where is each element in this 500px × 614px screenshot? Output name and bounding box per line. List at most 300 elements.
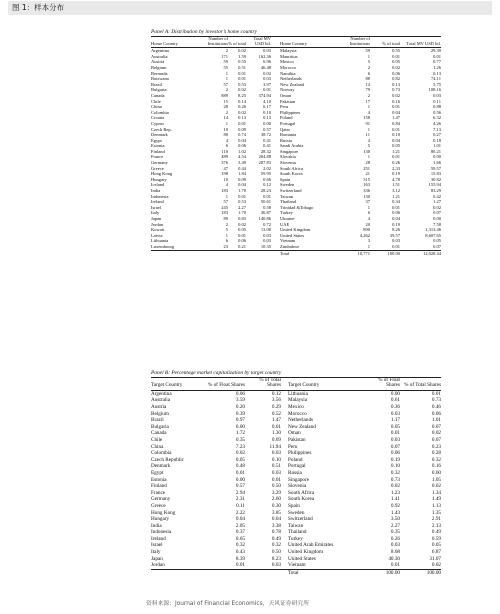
country-cell: Colombia [151, 109, 169, 115]
table-row [151, 556, 441, 563]
country-cell: Slovenia [288, 483, 307, 490]
country-cell: Argentina [151, 390, 172, 397]
float-shares-cell: 0.32 [235, 542, 245, 549]
mv-cell: 0.05 [433, 238, 441, 244]
total-row [151, 569, 441, 576]
country-cell: Turkey [280, 210, 293, 216]
country-cell: Hong Kong [151, 509, 176, 516]
float-shares-cell: 2.94 [235, 489, 245, 496]
float-shares-cell: 0.04 [235, 516, 245, 523]
country-cell: Oman [288, 430, 301, 437]
total-shares-cell: 0.30 [271, 502, 281, 509]
institutions-cell: 2 [367, 92, 370, 98]
country-cell: Mexico [280, 59, 294, 65]
mv-cell: 4.10 [263, 98, 271, 104]
pct-cell: 0.26 [392, 160, 400, 166]
source-note: 资料来源：Journal of Financial Economics，天风证券研究所 [146, 601, 309, 607]
pct-cell: 0.01 [392, 243, 400, 249]
pct-cell: 0.01 [238, 232, 246, 238]
pct-cell: 0.01 [392, 53, 400, 59]
country-cell: Egypt [151, 469, 164, 476]
country-cell: Japan [151, 555, 163, 562]
total-shares-cell: 1.34 [431, 489, 441, 496]
table-row [151, 390, 441, 397]
pct-cell: 1.21 [392, 148, 400, 154]
institutions-cell: 130 [363, 148, 370, 154]
mv-cell: 30.82 [430, 176, 441, 182]
mv-cell: 29.39 [430, 48, 441, 54]
country-cell: Russia [280, 137, 293, 143]
institutions-cell: 28 [223, 104, 228, 110]
institutions-cell: 57 [223, 81, 228, 87]
country-cell: Qatar [280, 126, 290, 132]
institutions-cell: 4 [367, 137, 370, 143]
total-shares-cell: 2.60 [271, 496, 281, 503]
total-shares-cell: 0.32 [271, 542, 281, 549]
total-shares-cell: 1.01 [431, 417, 441, 424]
country-cell: United Kingdom [288, 549, 324, 556]
institutions-cell: 28 [365, 160, 370, 166]
float-shares-cell: 0.03 [390, 436, 400, 443]
pct-cell: 1.70 [238, 210, 246, 216]
country-cell: Bermuda [151, 70, 168, 76]
table-row [151, 562, 441, 569]
country-cell: Estonia [151, 476, 167, 483]
country-cell: UAE [280, 221, 290, 227]
pct-cell: 0.83 [238, 216, 246, 221]
pct-cell: 0.84 [392, 120, 400, 126]
country-cell: Mauritius [280, 53, 298, 59]
col-target-country-right: Target Country [288, 378, 364, 390]
total-shares-cell: 0.32 [431, 456, 441, 463]
float-shares-cell: 0.37 [235, 529, 245, 536]
pct-cell: 0.01 [392, 126, 400, 132]
country-cell: Portugal [280, 120, 296, 126]
pct-cell: 1.21 [392, 193, 400, 199]
country-cell: Thailand [280, 199, 296, 205]
float-shares-cell: 1.23 [390, 489, 400, 496]
country-cell: Greece [151, 165, 164, 171]
country-cell: Morocco [280, 64, 297, 70]
country-cell: Lithuania [288, 390, 308, 397]
institutions-cell: 17 [365, 98, 370, 104]
pct-cell: 0.06 [392, 210, 400, 216]
country-cell: Zimbabwe [280, 243, 300, 249]
country-cell: Denmark [151, 463, 171, 470]
table-row [151, 510, 441, 517]
institutions-cell: 1 [367, 53, 370, 59]
pct-cell: 0.13 [238, 115, 246, 121]
total-shares-cell: 0.51 [271, 463, 281, 470]
mv-cell: 6.17 [263, 104, 271, 110]
institutions-cell: 37 [365, 199, 370, 205]
institutions-cell: 15 [223, 98, 228, 104]
float-shares-cell: 0.02 [390, 483, 400, 490]
country-cell: United Kingdom [280, 227, 311, 233]
country-cell: United States [280, 232, 305, 238]
float-shares-cell: 0.43 [235, 549, 245, 556]
pct-cell: 0.82 [392, 76, 400, 82]
mv-cell: 207.83 [258, 160, 271, 166]
pct-cell: 0.51 [238, 64, 246, 70]
total-shares-cell: 6.87 [431, 549, 441, 556]
country-cell: Chile [151, 436, 163, 443]
float-shares-cell: 0.03 [390, 410, 400, 417]
country-cell: Vietnam [288, 562, 306, 569]
figure-title: 图 1：样本分布 [12, 3, 65, 12]
float-shares-cell: 0.92 [390, 502, 400, 509]
total-shares-cell: 11.94 [269, 443, 281, 450]
institutions-cell: 11 [365, 132, 370, 138]
country-cell: Indonesia [151, 529, 172, 536]
total-shares-cell: 0.46 [431, 404, 441, 410]
country-cell: Australia [151, 397, 171, 404]
float-shares-cell: 0.01 [390, 562, 400, 569]
float-shares-cell: 0.06 [235, 390, 245, 397]
institutions-cell: 171 [221, 53, 228, 59]
country-cell: France [151, 154, 164, 160]
institutions-cell: 376 [221, 160, 228, 166]
panel-a-title: Panel A: Distribution by investor’s home country [151, 29, 441, 37]
country-cell: Namibia [280, 70, 296, 76]
country-cell: South Africa [288, 489, 315, 496]
institutions-cell: 4,262 [359, 232, 370, 238]
pct-cell: 0.19 [392, 171, 400, 177]
pct-cell: 0.06 [238, 143, 246, 149]
total-shares-cell: 0.07 [431, 436, 441, 443]
mv-cell: 140.86 [258, 216, 271, 221]
float-shares-cell: 8.68 [390, 549, 400, 556]
mv-cell: 0.03 [433, 92, 441, 98]
institutions-cell: 59 [223, 59, 228, 65]
country-cell: Australia [151, 53, 168, 59]
institutions-cell: 158 [363, 115, 370, 121]
mv-cell: 10.35 [260, 243, 271, 249]
table-row [151, 457, 441, 464]
total-shares-cell: 1.13 [431, 502, 441, 509]
pct-cell: 8.25 [238, 92, 246, 98]
country-cell: Belgium [151, 410, 169, 417]
pct-cell: 0.13 [392, 81, 400, 87]
country-cell: Hungary [151, 176, 167, 182]
col-pct-total-shares-right: % of Total Shares [400, 378, 441, 390]
col-pct-float: % of Float Shares [205, 378, 245, 390]
total-shares-cell: 1.47 [271, 417, 281, 424]
institutions-cell: 110 [221, 148, 228, 154]
panel-b [151, 370, 441, 576]
institutions-cell: 6 [367, 210, 370, 216]
country-cell: Thailand [288, 529, 307, 536]
total-shares-cell: 0.23 [431, 443, 441, 450]
total-shares-cell: 0.29 [271, 404, 281, 410]
table-row [151, 477, 441, 484]
mv-cell: 0.03 [263, 238, 271, 244]
mv-cell: 3.97 [263, 81, 271, 87]
float-shares-cell: 7.23 [235, 443, 245, 450]
country-cell: Argentina [151, 48, 169, 54]
total-shares-cell: 0.10 [271, 456, 281, 463]
pct-cell: 0.16 [392, 98, 400, 104]
institutions-cell: 91 [365, 120, 370, 126]
country-cell: Lithuania [151, 238, 169, 244]
mv-cell: 36.87 [260, 210, 271, 216]
country-cell: China [151, 443, 164, 450]
pct-cell: 0.01 [238, 76, 246, 82]
institutions-cell: 89 [223, 216, 228, 221]
col-pct-total-shares: % of Total Shares [245, 378, 281, 390]
country-cell: Slovenia [280, 160, 296, 166]
country-cell: Pakistan [280, 98, 296, 104]
country-cell: Poland [280, 115, 293, 121]
country-cell: United Arab Emirates [288, 542, 334, 549]
mv-cell: 0.10 [263, 109, 271, 115]
mv-cell: 0.03 [263, 48, 271, 54]
pct-cell: 0.02 [238, 48, 246, 54]
institutions-cell: 14 [365, 81, 370, 87]
country-cell: China [151, 104, 162, 110]
total-shares-cell: 0.50 [271, 549, 281, 556]
pct-cell: 0.09 [238, 176, 246, 182]
float-shares-cell: 0.06 [390, 450, 400, 457]
country-cell: South Korea [280, 171, 303, 177]
pct-cell: 100.00 [370, 250, 400, 256]
pct-cell: 2.27 [238, 204, 246, 210]
institutions-cell: 88 [365, 76, 370, 82]
country-cell: Trinidad &Tobago [280, 204, 314, 210]
table-row [151, 397, 441, 404]
institutions-cell: 4 [367, 216, 370, 221]
float-shares-cell: 0.48 [235, 463, 245, 470]
total-row [151, 250, 441, 256]
table-row [151, 503, 441, 510]
institutions-cell: 1 [225, 193, 228, 199]
pct-cell: 0.09 [238, 126, 246, 132]
pct-cell: 3.12 [392, 188, 400, 194]
country-cell: Brazil [151, 417, 164, 424]
mv-cell: 162.36 [258, 53, 271, 59]
total-shares-cell: 0.69 [271, 436, 281, 443]
country-cell: Poland [288, 456, 303, 463]
country-cell: Indonesia [151, 193, 169, 199]
float-shares-cell: 0.36 [390, 404, 400, 410]
country-cell: Peru [280, 104, 289, 110]
pct-cell: 8.26 [392, 227, 400, 233]
pct-cell: 0.01 [238, 120, 246, 126]
institutions-cell: 1 [367, 126, 370, 132]
mv-cell: 0.58 [263, 204, 271, 210]
mv-cell: 59.95 [260, 171, 271, 177]
institutions-cell: 2 [225, 87, 228, 93]
mv-cell: 1.66 [433, 160, 441, 166]
mv-cell: 38.72 [260, 132, 271, 138]
pct-cell: 1.84 [238, 171, 246, 177]
float-shares-cell: 0.57 [235, 483, 245, 490]
col-pct-total-right: % of total [370, 37, 400, 48]
institutions-cell: 1 [367, 154, 370, 160]
table-row [151, 490, 441, 497]
country-cell: France [151, 489, 166, 496]
float-shares-cell: 1.17 [390, 417, 400, 424]
country-cell: Taiwan [288, 522, 304, 529]
table-row [151, 417, 441, 424]
institutions-cell: 10 [223, 176, 228, 182]
pct-cell: 0.03 [392, 238, 400, 244]
total-shares-cell: 0.59 [431, 535, 441, 542]
mv-cell: 0.56 [433, 109, 441, 115]
mv-cell: 6.96 [263, 59, 271, 65]
total-shares-cell: 0.03 [271, 450, 281, 457]
mv-cell: 1.27 [433, 199, 441, 205]
total-shares-cell: 0.06 [431, 410, 441, 417]
total-shares-cell: 0.04 [271, 516, 281, 523]
country-cell: India [151, 188, 161, 194]
pct-cell: 0.05 [392, 143, 400, 149]
country-cell: Philippines [288, 450, 312, 457]
institutions-cell: 4 [225, 182, 228, 188]
country-cell: Sweden [288, 509, 305, 516]
table-row [151, 411, 441, 418]
pct-cell: 0.01 [392, 104, 400, 110]
total-shares-cell: 1.30 [271, 430, 281, 437]
pct-cell: 0.04 [238, 137, 246, 143]
pct-cell: 1.59 [238, 53, 246, 59]
country-cell: Austria [151, 59, 165, 65]
pct-cell: 0.34 [392, 199, 400, 205]
pct-cell: 1.02 [238, 148, 246, 154]
institutions-cell: 183 [221, 188, 228, 194]
country-cell: Finland [151, 148, 165, 154]
pct-cell: 0.01 [238, 193, 246, 199]
pct-cell: 0.06 [238, 238, 246, 244]
mv-cell: 80.21 [430, 148, 441, 154]
institutions-cell: 14 [223, 115, 228, 121]
table-row [151, 424, 441, 431]
table-row [151, 523, 441, 530]
country-cell: Peru [288, 443, 298, 450]
institutions-cell: 515 [363, 176, 370, 182]
col-pct-total: % of total [228, 37, 246, 48]
float-shares-cell: 1.43 [390, 509, 400, 516]
country-cell: Jordan [151, 562, 165, 569]
country-cell: Spain [288, 502, 300, 509]
mv-cell: 83.29 [430, 188, 441, 194]
country-cell: Israel [151, 542, 163, 549]
mv-cell: 0.13 [263, 115, 271, 121]
country-cell: Romania [280, 132, 297, 138]
mv-cell: 74.11 [431, 76, 441, 82]
mv-cell: 0.00 [263, 120, 271, 126]
pct-cell: 0.05 [392, 59, 400, 65]
pct-cell: 4.78 [392, 176, 400, 182]
col-number-institutions-right: Number of Institutions [336, 37, 370, 48]
mv-cell: 1,313.46 [425, 227, 441, 233]
institutions-cell: 6 [367, 70, 370, 76]
col-total-mv-right: Total MV USD bil. [400, 37, 441, 48]
country-cell: Israel [151, 204, 161, 210]
country-cell: Canada [151, 430, 167, 437]
table-row [151, 549, 441, 556]
total-shares-cell: 0.02 [431, 483, 441, 490]
float-shares-cell: 0.01 [235, 562, 245, 569]
pct-cell: 0.53 [238, 199, 246, 205]
country-cell: Canada [151, 92, 165, 98]
total-shares-cell: 0.03 [271, 469, 281, 476]
country-cell: Estonia [151, 143, 165, 149]
mv-cell: 0.66 [263, 176, 271, 182]
institutions-cell: 1 [367, 104, 370, 110]
country-cell: Croatia [151, 115, 165, 121]
table-row [151, 470, 441, 477]
pct-cell: 0.01 [392, 154, 400, 160]
float-shares-cell: 0.03 [390, 542, 400, 549]
pct-cell: 1.51 [392, 182, 400, 188]
table-row [151, 516, 441, 523]
panel-a-table [151, 37, 441, 256]
pct-cell: 3.49 [238, 160, 246, 166]
country-cell: Ireland [151, 199, 164, 205]
float-shares-cell: 0.19 [390, 456, 400, 463]
mv-cell: 0.07 [433, 243, 441, 249]
country-cell: Austria [151, 404, 167, 410]
total-shares-cell: 0.01 [271, 423, 281, 430]
country-cell: United States [288, 555, 316, 562]
pct-cell: 0.02 [238, 109, 246, 115]
total-shares-cell: 100.00 [400, 569, 441, 576]
total-shares-cell: 2.13 [431, 522, 441, 529]
mv-cell: 28.23 [260, 188, 271, 194]
pct-cell: 0.21 [238, 243, 246, 249]
country-cell: Singapore [288, 476, 310, 483]
mv-cell: 0.57 [263, 126, 271, 132]
total-shares-cell: 0.05 [431, 542, 441, 549]
institutions-cell: 5 [367, 59, 370, 65]
pct-cell: 0.19 [392, 221, 400, 227]
country-cell: Oman [280, 92, 291, 98]
total-shares-cell: 0.60 [431, 469, 441, 476]
institutions-cell: 198 [221, 171, 228, 177]
country-cell: Belgium [151, 64, 167, 70]
float-shares-cell: 0.20 [235, 404, 245, 410]
pct-cell: 4.54 [238, 154, 246, 160]
col-home-country: Home Country [151, 37, 201, 48]
institutions-cell: 2 [225, 221, 228, 227]
panel-b-title: Panel B: Percentage market capitalization by target country [151, 370, 441, 378]
mv-cell: 0.02 [433, 204, 441, 210]
country-cell: Switzerland [288, 516, 313, 523]
float-shares-cell: 1.41 [390, 496, 400, 503]
table-row [151, 483, 441, 490]
pct-cell: 0.44 [238, 165, 246, 171]
country-cell: Italy [151, 549, 161, 556]
institutions-cell: 80 [223, 132, 228, 138]
total-label: Total [280, 250, 336, 256]
float-shares-cell: 2.05 [235, 522, 245, 529]
country-cell: Mexico [288, 404, 304, 410]
pct-cell: 0.10 [392, 132, 400, 138]
mv-cell: 46.48 [260, 64, 271, 70]
total-shares-cell: 3.38 [271, 522, 281, 529]
country-cell: Russia [288, 469, 302, 476]
float-shares-cell: 8.39 [235, 555, 245, 562]
institutions-cell: 59 [365, 48, 370, 54]
country-cell: Bulgaria [151, 423, 169, 430]
institutions-cell: 5 [367, 143, 370, 149]
float-shares-cell: 0.00 [235, 476, 245, 483]
float-shares-cell: 2.22 [235, 509, 245, 516]
institutions-cell: 5 [225, 227, 228, 233]
institutions-cell: 10 [223, 126, 228, 132]
pct-cell: 0.14 [238, 98, 246, 104]
